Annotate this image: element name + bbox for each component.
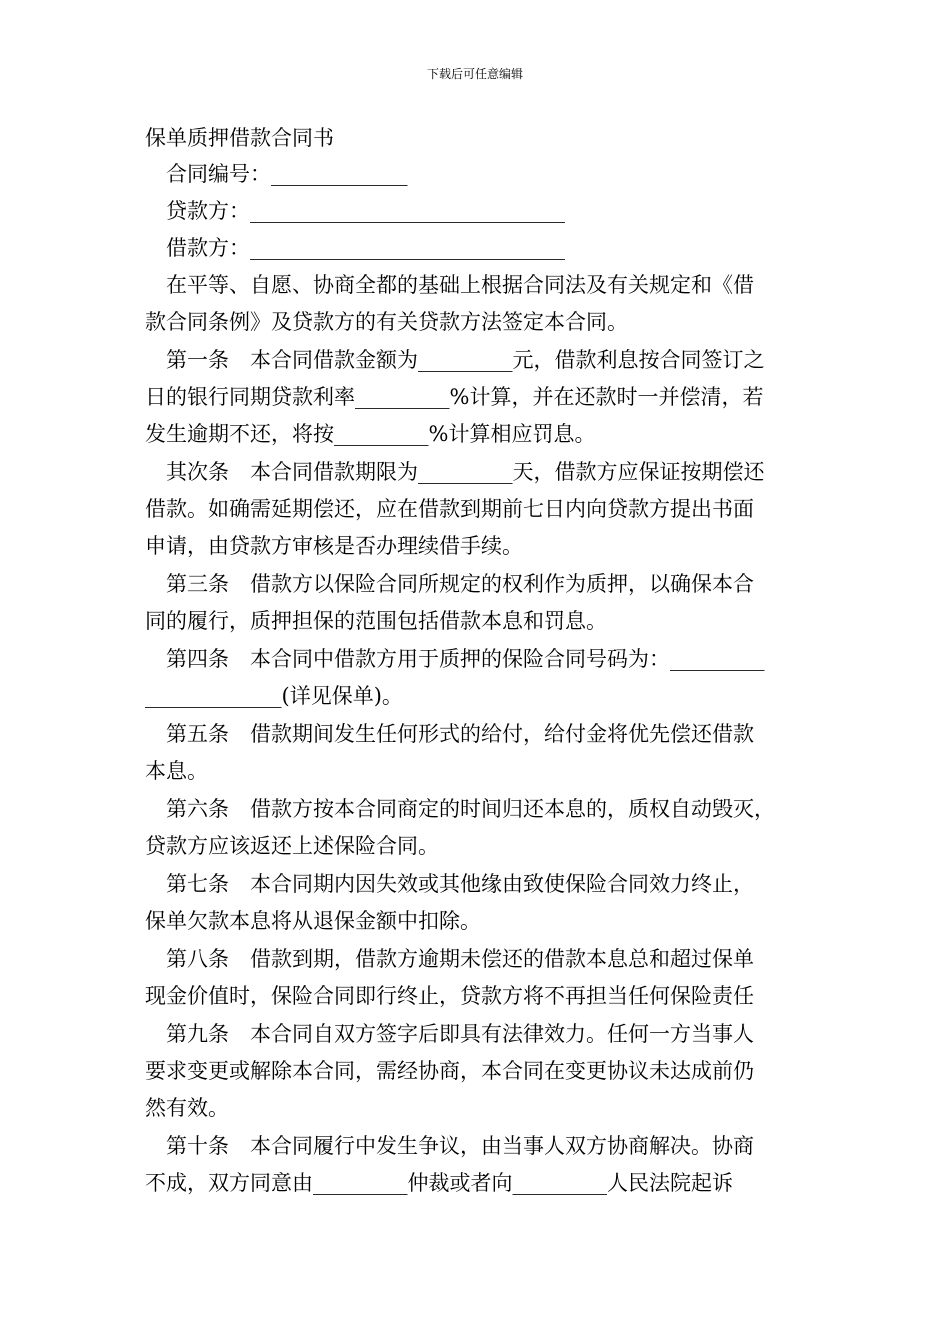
article-number: 其次条 [166,460,229,484]
article-text: 借款方按本合同商定的时间归还本息的，质权自动毁灭， [250,797,775,821]
article-2 [145,454,825,565]
article-10 [145,1128,825,1202]
field-label: 合同编号： [166,162,271,186]
paragraph-line [145,566,825,603]
article-1 [145,342,825,453]
paragraph-line: 然有效。 [145,1096,229,1120]
paragraph-line: 现金价值时，保险合同即行终止，贷款方将不再担当任何保险责任 [145,984,754,1008]
article-text: 本合同期内因失效或其他缘由致使保险合同效力终止， [250,872,754,896]
intro-paragraph [145,267,825,341]
contract-number-field [145,156,825,193]
article-text: 借款期间发生任何形式的给付，给付金将优先偿还借款 [250,722,754,746]
article-8 [145,941,825,1015]
article-text: 本合同自双方签字后即具有法律效力。任何一方当事人 [250,1022,754,1046]
paragraph-line: 保单欠款本息将从退保金额中扣除。 [145,909,481,933]
paragraph-line: 发生逾期不还，将按_________%计算相应罚息。 [145,422,596,446]
article-number: 第四条 [166,647,229,671]
paragraph-line: 贷款方应该返还上述保险合同。 [145,834,439,858]
paragraph-line: 款合同条例》及贷款方的有关贷款方法签定本合同。 [145,310,628,334]
paragraph-line [145,454,825,491]
paragraph-line: 在平等、自愿、协商全都的基础上根据合同法及有关规定和《借 [166,273,754,297]
article-9 [145,1016,825,1127]
field-blank: _____________ [271,162,408,186]
field-blank: ______________________________ [250,199,565,223]
article-number: 第一条 [166,348,229,372]
document-title: 保单质押借款合同书 [145,126,334,150]
paragraph-line [145,866,825,903]
paragraph-line: 申请，由贷款方审核是否办理续借手续。 [145,534,523,558]
paragraph-line: 日的银行同期贷款利率_________%计算，并在还款时一并偿清，若 [145,385,764,409]
article-number: 第七条 [166,872,229,896]
article-text: 本合同借款期限为_________天，借款方应保证按期偿还 [250,460,765,484]
paragraph-line [145,716,825,753]
field-blank: ______________________________ [250,236,565,260]
article-number: 第六条 [166,797,229,821]
article-text: 本合同中借款方用于质押的保险合同号码为：_________ [250,647,765,671]
article-number: 第三条 [166,572,229,596]
article-text: 借款到期，借款方逾期未偿还的借款本息总和超过保单 [250,947,754,971]
article-7 [145,866,825,940]
article-text: 借款方以保险合同所规定的权利作为质押，以确保本合 [250,572,754,596]
article-6 [145,791,825,865]
paragraph-line [145,1128,825,1165]
paragraph-line: 本息。 [145,759,208,783]
article-number: 第十条 [166,1134,229,1158]
article-number: 第五条 [166,722,229,746]
borrower-field [145,230,825,267]
article-number: 第九条 [166,1022,229,1046]
page-header-note: 下载后可任意编辑 [426,67,523,81]
paragraph-line [145,1016,825,1053]
article-3 [145,566,825,640]
article-4 [145,641,825,715]
paragraph-line [145,791,825,828]
contract-document [145,120,825,1203]
paragraph-line: 要求变更或解除本合同，需经协商，本合同在变更协议未达成前仍 [145,1059,754,1083]
paragraph-line: 借款。如确需延期偿还，应在借款到期前七日内向贷款方提出书面 [145,497,754,521]
paragraph-line [145,342,825,379]
paragraph-line: _____________(详见保单)。 [145,684,403,708]
article-5 [145,716,825,790]
article-text: 本合同履行中发生争议，由当事人双方协商解决。协商 [250,1134,754,1158]
field-label: 借款方： [166,236,250,260]
paragraph-line: 同的履行，质押担保的范围包括借款本息和罚息。 [145,609,607,633]
paragraph-line: 不成，双方同意由_________仲裁或者向_________人民法院起诉 [145,1171,733,1195]
article-text: 本合同借款金额为_________元，借款利息按合同签订之 [250,348,765,372]
article-number: 第八条 [166,947,229,971]
field-label: 贷款方： [166,199,250,223]
paragraph-line [145,941,825,978]
lender-field [145,193,825,230]
paragraph-line [145,641,825,678]
